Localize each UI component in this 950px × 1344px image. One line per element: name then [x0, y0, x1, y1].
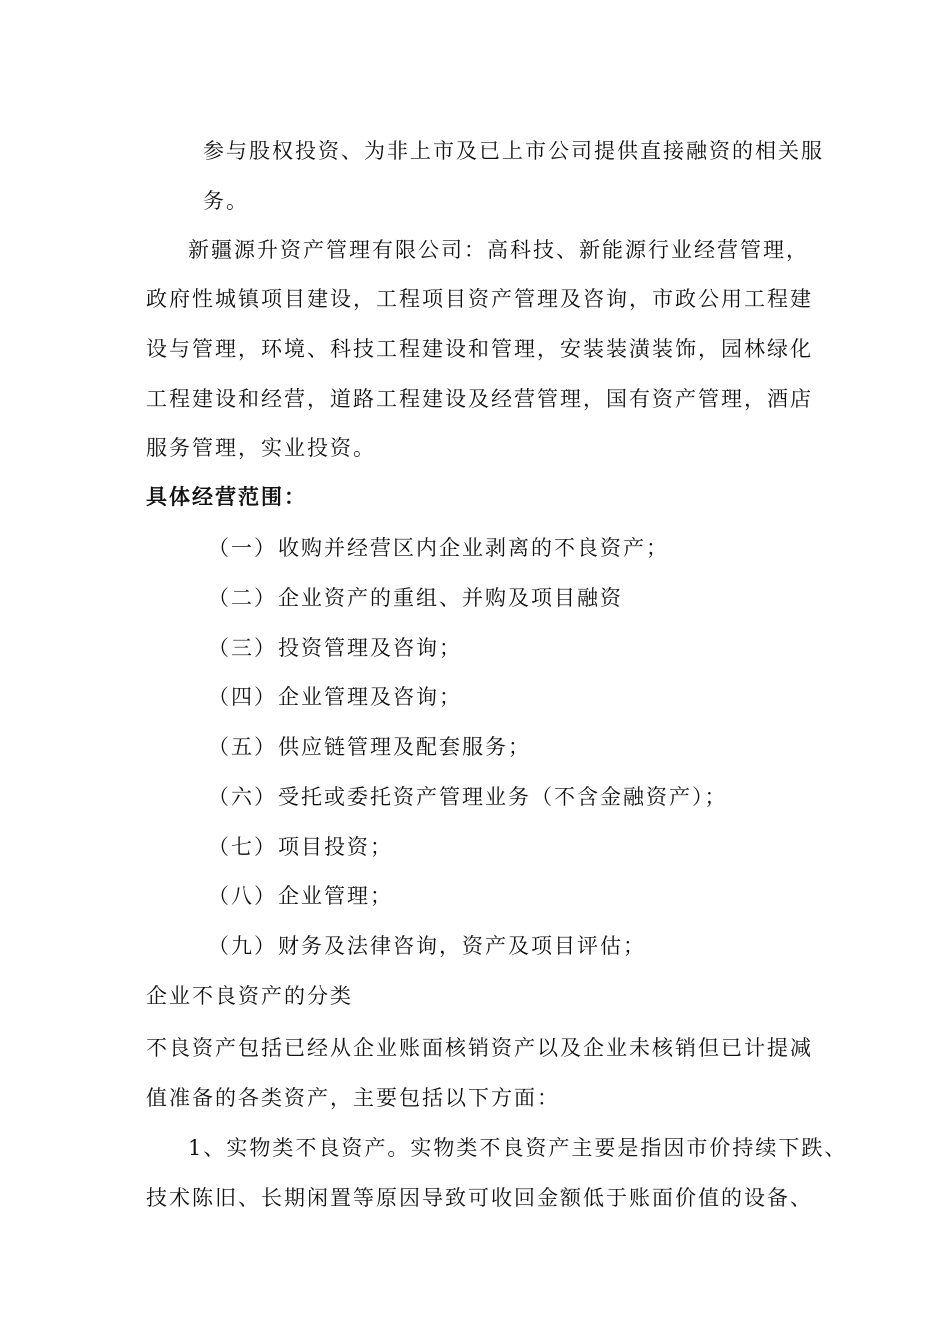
scope-item-text: 企业资产的重组、并购及项目融资	[278, 586, 623, 610]
scope-item-text: 财务及法律咨询，资产及项目评估；	[278, 934, 646, 958]
scope-item-number: （二）	[208, 586, 277, 610]
paragraph-line: 新疆源升资产管理有限公司：高科技、新能源行业经营管理，	[188, 238, 809, 262]
scope-item-number: （六）	[208, 785, 277, 809]
scope-item	[208, 784, 728, 810]
paragraph-line: 务。	[203, 189, 249, 213]
scope-item	[208, 933, 646, 959]
scope-item-text: 供应链管理及配套服务；	[278, 735, 531, 759]
paragraph-line: 参与股权投资、为非上市及已上市公司提供直接融资的相关服	[203, 139, 824, 163]
scope-item-text: 收购并经营区内企业剥离的不良资产；	[278, 536, 669, 560]
paragraph-line: 设与管理，环境、科技工程建设和管理，安装装潢装饰，园林绿化	[146, 337, 813, 361]
scope-item-number: （七）	[208, 835, 277, 859]
paragraph-line: 值准备的各类资产，主要包括以下方面：	[146, 1086, 560, 1110]
scope-item-text: 企业管理；	[278, 884, 393, 908]
scope-item-text: 投资管理及咨询；	[278, 636, 462, 660]
scope-item-number: （八）	[208, 884, 277, 908]
scope-item	[208, 834, 393, 860]
paragraph-line: 服务管理，实业投资。	[146, 436, 376, 460]
scope-item-number: （九）	[208, 934, 277, 958]
scope-item-text: 项目投资；	[278, 835, 393, 859]
scope-heading: 具体经营范围：	[146, 485, 307, 509]
paragraph-line: 不良资产包括已经从企业账面核销资产以及企业未核销但已计提减	[146, 1036, 813, 1060]
paragraph-line: 工程建设和经营，道路工程建设及经营管理，国有资产管理，酒店	[146, 387, 813, 411]
scope-item	[208, 684, 462, 710]
scope-item-number: （五）	[208, 735, 277, 759]
paragraph-line: 政府性城镇项目建设，工程项目资产管理及咨询，市政公用工程建	[146, 287, 813, 311]
scope-item	[208, 734, 531, 760]
scope-item-number: （三）	[208, 636, 277, 660]
scope-item-number: （四）	[208, 685, 277, 709]
paragraph-line: 技术陈旧、长期闲置等原因导致可收回金额低于账面价值的设备、	[146, 1186, 813, 1210]
scope-item	[208, 883, 393, 909]
section-title: 企业不良资产的分类	[146, 984, 353, 1008]
scope-item-text: 企业管理及咨询；	[278, 685, 462, 709]
scope-item-number: （一）	[208, 536, 277, 560]
scope-item	[208, 635, 462, 661]
scope-item	[208, 535, 669, 561]
scope-item	[208, 585, 623, 611]
scope-item-text: 受托或委托资产管理业务（不含金融资产）；	[278, 785, 728, 809]
paragraph-line: 1、实物类不良资产。实物类不良资产主要是指因市价持续下跌、	[188, 1136, 848, 1160]
